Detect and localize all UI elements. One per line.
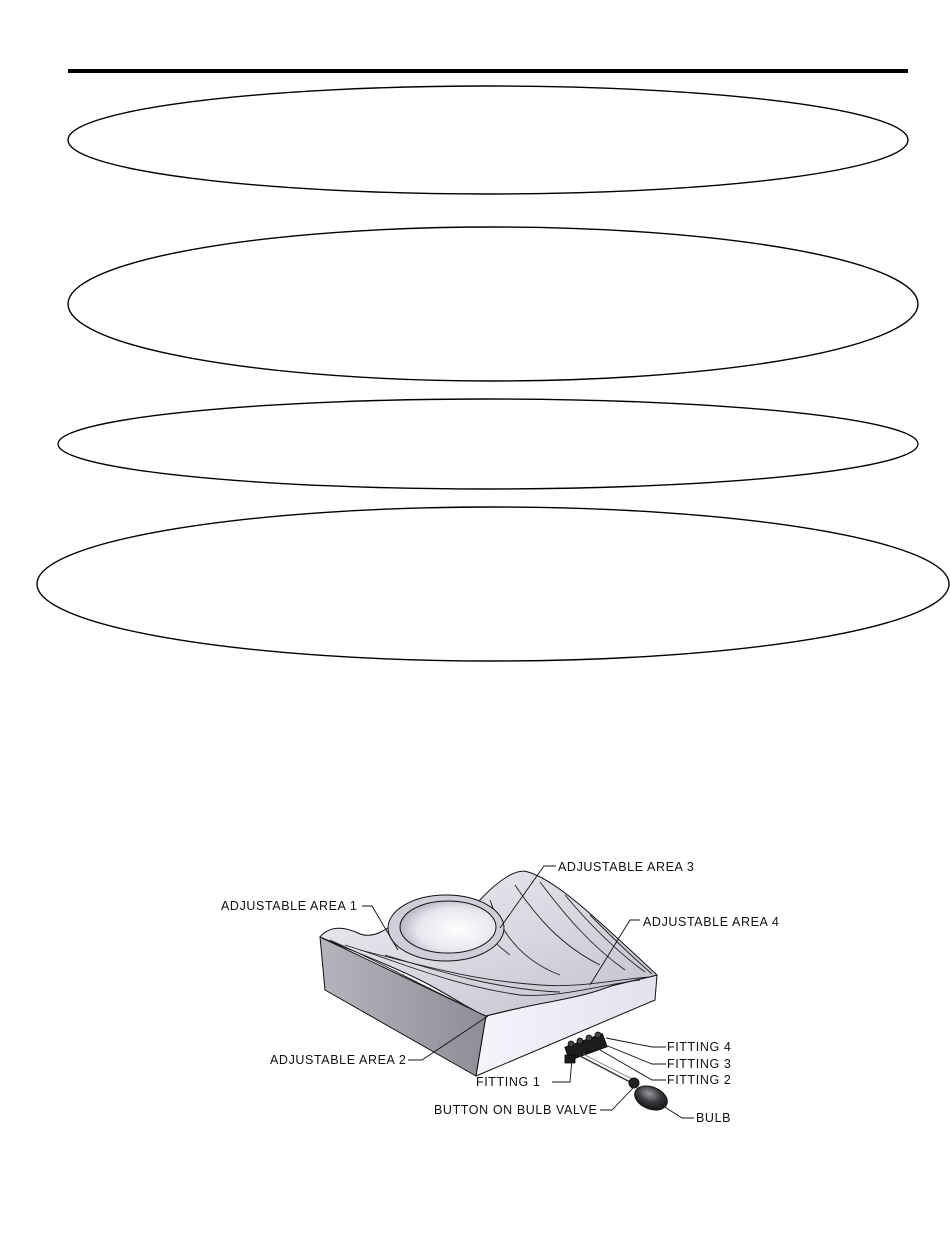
leader-fitting-2 [600, 1050, 666, 1080]
label-adjustable-area-1: ADJUSTABLE AREA 1 [221, 899, 358, 913]
oval-3 [58, 399, 918, 489]
label-adjustable-area-4: ADJUSTABLE AREA 4 [643, 915, 780, 929]
label-adjustable-area-2: ADJUSTABLE AREA 2 [270, 1053, 407, 1067]
leader-bulb-valve [600, 1088, 633, 1110]
oval-2 [68, 227, 918, 381]
oval-1 [68, 86, 908, 194]
label-fitting-4: FITTING 4 [667, 1040, 732, 1054]
label-button-on-bulb-valve: BUTTON ON BULB VALVE [434, 1103, 598, 1117]
label-fitting-2: FITTING 2 [667, 1073, 732, 1087]
leader-fitting-4 [606, 1038, 666, 1047]
bulb-tube [580, 1056, 632, 1083]
label-adjustable-area-3: ADJUSTABLE AREA 3 [558, 860, 695, 874]
oval-group [37, 86, 949, 661]
oval-4 [37, 507, 949, 661]
bulb-valve-button [629, 1078, 639, 1088]
label-bulb: BULB [696, 1111, 732, 1125]
cushion-dome [400, 901, 496, 953]
label-fitting-1: FITTING 1 [476, 1075, 541, 1089]
label-fitting-3: FITTING 3 [667, 1057, 732, 1071]
header-rule [68, 69, 908, 73]
